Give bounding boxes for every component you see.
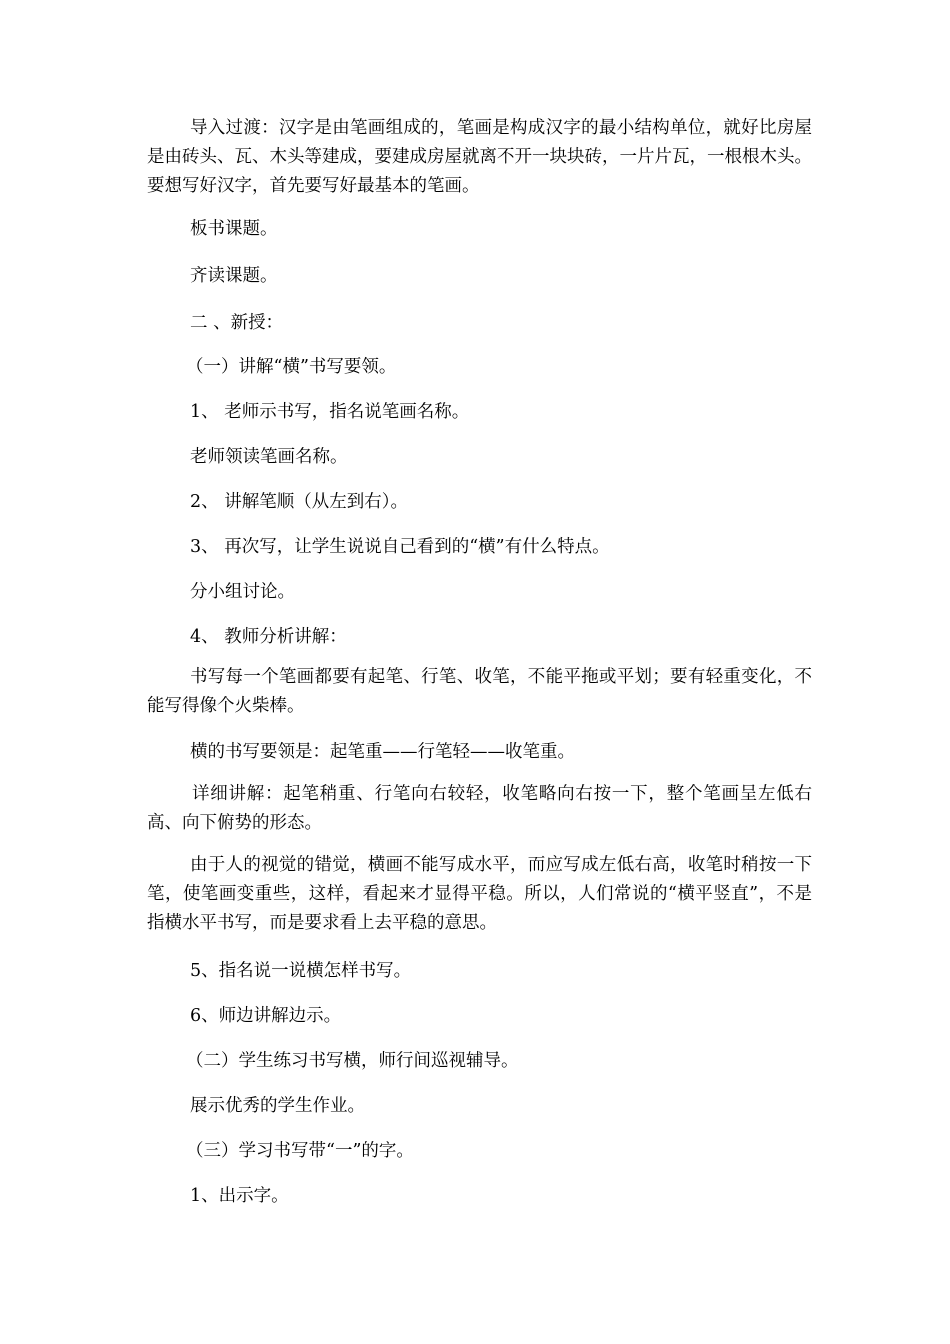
paragraph-board-title: 板书课题。 — [190, 219, 278, 239]
list-item-3: 3、 再次写，让学生说说自己看到的“横”有什么特点。 — [190, 537, 610, 557]
subsection-heading-1: （一）讲解“横”书写要领。 — [186, 357, 397, 377]
paragraph-detail-explain: 详细讲解：起笔稍重、行笔向右较轻，收笔略向右按一下，整个笔画呈左低右高、向下俯势的形态。 — [147, 784, 812, 833]
paragraph-intro: 导入过渡：汉字是由笔画组成的，笔画是构成汉字的最小结构单位，就好比房屋是由砖头、瓦、木头等建成，要建成房屋就离不开一块块砖，一片片瓦，一根根木头。要想写好汉字，首先要写好最基本的笔画。 — [147, 118, 812, 196]
list-item-show-characters: 1、出示字。 — [190, 1186, 289, 1206]
paragraph-group-discussion: 分小组讨论。 — [190, 582, 295, 602]
paragraph-horizontal-key: 横的书写要领是：起笔重——行笔轻——收笔重。 — [190, 742, 575, 762]
paragraph-stroke-rules: 书写每一个笔画都要有起笔、行笔、收笔，不能平拖或平划；要有轻重变化，不能写得像个火柴棒。 — [147, 667, 812, 716]
list-item-4: 4、 教师分析讲解： — [190, 627, 347, 647]
paragraph-lead-read: 老师领读笔画名称。 — [190, 447, 348, 467]
list-item-2: 2、 讲解笔顺（从左到右）。 — [190, 492, 408, 512]
paragraph-show-work: 展示优秀的学生作业。 — [190, 1096, 365, 1116]
paragraph-read-title: 齐读课题。 — [190, 266, 278, 286]
list-item-6: 6、师边讲解边示。 — [190, 1006, 342, 1026]
subsection-heading-3: （三）学习书写带“一”的字。 — [186, 1141, 414, 1161]
list-item-5: 5、指名说一说横怎样书写。 — [190, 961, 412, 981]
list-item-1: 1、 老师示书写，指名说笔画名称。 — [190, 402, 470, 422]
subsection-heading-2: （二）学生练习书写横，师行间巡视辅导。 — [186, 1051, 519, 1071]
section-heading-new-lesson: 二 、新授： — [190, 313, 284, 333]
paragraph-visual-illusion: 由于人的视觉的错觉，横画不能写成水平，而应写成左低右高，收笔时稍按一下笔，使笔画变重些，这样，看起来才显得平稳。所以，人们常说的“横平竖直”，不是指横水平书写，而是要求看上去平稳的意思。 — [147, 855, 812, 933]
